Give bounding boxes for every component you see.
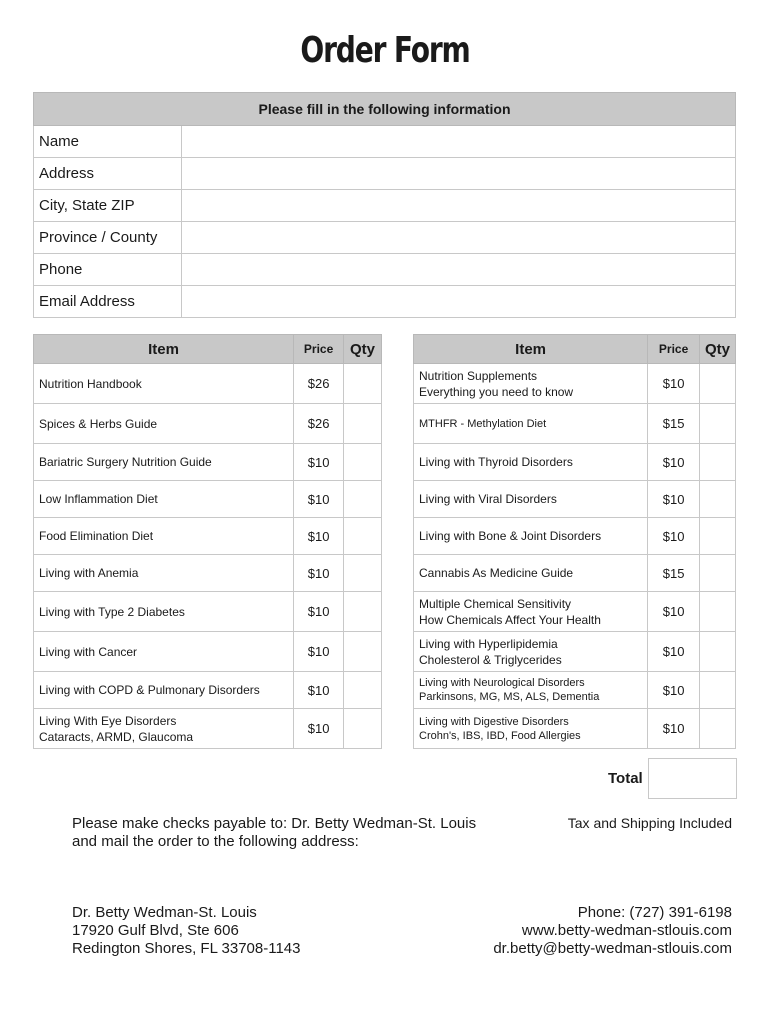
item-name: Living with Anemia xyxy=(34,555,294,592)
item-subtitle: Everything you need to know xyxy=(419,384,574,399)
item-name: Living with Thyroid Disorders xyxy=(414,444,648,481)
contact-email: dr.betty@betty-wedman-stlouis.com xyxy=(493,940,732,957)
qty-field[interactable] xyxy=(700,555,736,592)
name-label: Name xyxy=(34,126,182,158)
email-label: Email Address xyxy=(34,286,182,318)
item-subtitle: Parkinsons, MG, MS, ALS, Dementia xyxy=(419,691,600,703)
total-label: Total xyxy=(608,770,643,787)
qty-field[interactable] xyxy=(700,444,736,481)
price-header: Price xyxy=(648,335,700,364)
qty-field[interactable] xyxy=(344,481,382,518)
customer-info-table xyxy=(33,92,736,318)
item-price: $10 xyxy=(294,709,344,749)
qty-field[interactable] xyxy=(344,404,382,444)
item-price: $10 xyxy=(648,709,700,749)
email-field[interactable] xyxy=(182,286,736,318)
address-field[interactable] xyxy=(182,158,736,190)
item-name xyxy=(414,709,648,749)
province-county-field[interactable] xyxy=(182,222,736,254)
qty-field[interactable] xyxy=(344,672,382,709)
item-name: Bariatric Surgery Nutrition Guide xyxy=(34,444,294,481)
item-header: Item xyxy=(34,335,294,364)
qty-field[interactable] xyxy=(344,709,382,749)
item-price: $10 xyxy=(648,518,700,555)
item-name: Spices & Herbs Guide xyxy=(34,404,294,444)
item-subtitle: Crohn's, IBS, IBD, Food Allergies xyxy=(419,729,581,742)
item-title: Nutrition Supplements xyxy=(419,368,538,383)
qty-field[interactable] xyxy=(700,481,736,518)
phone-label: Phone xyxy=(34,254,182,286)
payment-note-line: and mail the order to the following address: xyxy=(72,833,359,850)
left-items-table xyxy=(33,334,382,749)
item-name xyxy=(414,592,648,632)
item-price: $10 xyxy=(294,518,344,555)
qty-field[interactable] xyxy=(344,444,382,481)
item-price: $10 xyxy=(294,444,344,481)
qty-field[interactable] xyxy=(700,592,736,632)
item-price: $10 xyxy=(648,672,700,709)
page-title: Order Form xyxy=(300,30,470,71)
item-price: $10 xyxy=(648,364,700,404)
item-price: $26 xyxy=(294,364,344,404)
contact-website: www.betty-wedman-stlouis.com xyxy=(521,922,732,939)
qty-field[interactable] xyxy=(700,518,736,555)
total-field[interactable] xyxy=(648,758,737,799)
contact-info xyxy=(493,904,732,958)
item-title: Living with Hyperlipidemia xyxy=(419,636,558,651)
address-line: Redington Shores, FL 33708-1143 xyxy=(72,940,301,957)
item-name xyxy=(414,632,648,672)
item-name: Low Inflammation Diet xyxy=(34,481,294,518)
payment-note-line: Please make checks payable to: Dr. Betty Wedman-St. Louis xyxy=(72,815,477,832)
qty-field[interactable] xyxy=(700,632,736,672)
qty-field[interactable] xyxy=(344,364,382,404)
qty-field[interactable] xyxy=(700,404,736,444)
city-state-zip-field[interactable] xyxy=(182,190,736,222)
price-header: Price xyxy=(294,335,344,364)
qty-field[interactable] xyxy=(700,364,736,404)
item-header: Item xyxy=(414,335,648,364)
item-name xyxy=(34,709,294,749)
item-name: MTHFR - Methylation Diet xyxy=(414,404,648,444)
item-price: $10 xyxy=(294,555,344,592)
item-price: $10 xyxy=(294,481,344,518)
city-state-zip-label: City, State ZIP xyxy=(34,190,182,222)
item-name xyxy=(414,672,648,709)
qty-field[interactable] xyxy=(344,518,382,555)
item-price: $10 xyxy=(648,632,700,672)
qty-header: Qty xyxy=(700,335,736,364)
item-subtitle: Cataracts, ARMD, Glaucoma xyxy=(39,729,194,744)
province-county-label: Province / County xyxy=(34,222,182,254)
item-price: $15 xyxy=(648,404,700,444)
qty-field[interactable] xyxy=(344,632,382,672)
item-price: $10 xyxy=(294,592,344,632)
item-subtitle: Cholesterol & Triglycerides xyxy=(419,652,562,667)
address-line: Dr. Betty Wedman-St. Louis xyxy=(72,904,257,921)
address-label: Address xyxy=(34,158,182,190)
item-price: $10 xyxy=(294,672,344,709)
item-price: $10 xyxy=(648,444,700,481)
info-header: Please fill in the following information xyxy=(34,93,736,126)
qty-field[interactable] xyxy=(344,592,382,632)
item-price: $10 xyxy=(648,592,700,632)
address-line: 17920 Gulf Blvd, Ste 606 xyxy=(72,922,239,939)
item-name: Living with Bone & Joint Disorders xyxy=(414,518,648,555)
item-price: $15 xyxy=(648,555,700,592)
item-name: Cannabis As Medicine Guide xyxy=(414,555,648,592)
item-name: Food Elimination Diet xyxy=(34,518,294,555)
item-price: $10 xyxy=(648,481,700,518)
item-name: Living with Viral Disorders xyxy=(414,481,648,518)
item-price: $26 xyxy=(294,404,344,444)
qty-field[interactable] xyxy=(344,555,382,592)
item-title: Living with Neurological Disorders xyxy=(419,677,585,689)
right-items-table xyxy=(413,334,736,749)
item-name: Living with COPD & Pulmonary Disorders xyxy=(34,672,294,709)
qty-field[interactable] xyxy=(700,672,736,709)
name-field[interactable] xyxy=(182,126,736,158)
tax-note: Tax and Shipping Included xyxy=(567,815,732,831)
mailing-address xyxy=(72,904,301,958)
contact-phone: Phone: (727) 391-6198 xyxy=(577,904,732,921)
item-subtitle: How Chemicals Affect Your Health xyxy=(419,612,601,627)
phone-field[interactable] xyxy=(182,254,736,286)
item-title: Multiple Chemical Sensitivity xyxy=(419,596,572,611)
qty-field[interactable] xyxy=(700,709,736,749)
item-name xyxy=(414,364,648,404)
item-title: Living with Digestive Disorders xyxy=(419,715,569,728)
item-name: Nutrition Handbook xyxy=(34,364,294,404)
item-price: $10 xyxy=(294,632,344,672)
qty-header: Qty xyxy=(344,335,382,364)
item-name: Living with Type 2 Diabetes xyxy=(34,592,294,632)
item-title: Living With Eye Disorders xyxy=(39,713,177,728)
payment-note xyxy=(72,815,476,851)
item-name: Living with Cancer xyxy=(34,632,294,672)
